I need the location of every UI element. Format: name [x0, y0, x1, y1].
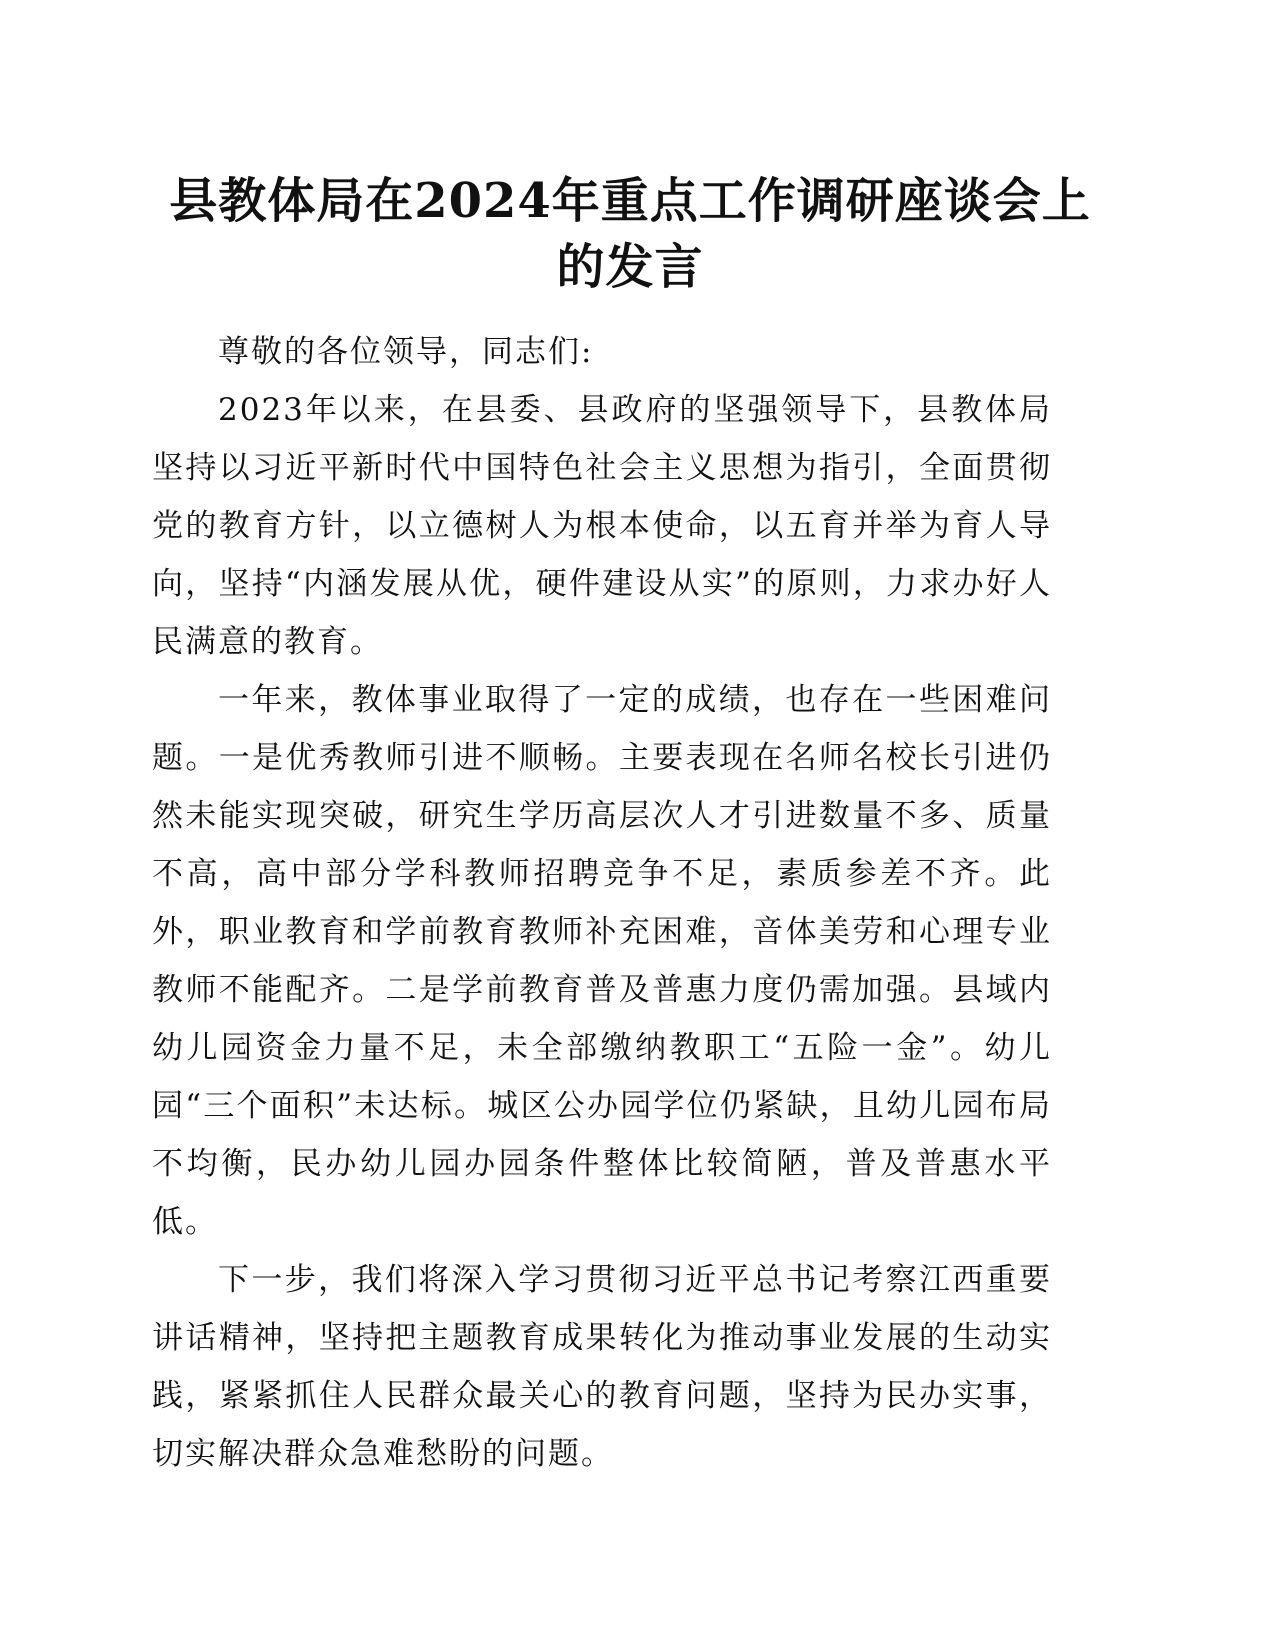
salutation-paragraph: 尊敬的各位领导，同志们:: [218, 334, 594, 370]
intro-paragraph: 2023年以来，在县委、县政府的坚强领导下，县教体局坚持以习近平新时代中国特色社会主义思想为指引，全面贯彻党的教育方针，以立德树人为根本使命，以五育并举为育人导向，坚持“内涵发展从优，硬件建设从实”的原则，力求办好人民满意的教育。: [152, 392, 1052, 660]
document-title: 县教体局在2024年重点工作调研座谈会上的发言: [169, 173, 1091, 295]
next-steps-paragraph: 下一步，我们将深入学习贯彻习近平总书记考察江西重要讲话精神，坚持把主题教育成果转化为推动事业发展的生动实践，紧紧抓住人民群众最关心的教育问题，坚持为民办实事，切实解决群众急难愁盼的问题。: [152, 1262, 1052, 1472]
problems-paragraph: 一年来，教体事业取得了一定的成绩，也存在一些困难问题。一是优秀教师引进不顺畅。主要表现在名师名校长引进仍然未能实现突破，研究生学历高层次人才引进数量不多、质量不高，高中部分学科教师招聘竞争不足，素质参差不齐。此外，职业教育和学前教育教师补充困难，音体美劳和心理专业教师不能配齐。二是学前教育普及普惠力度仍需加强。县域内幼儿园资金力量不足，未全部缴纳教职工“五险一金”。幼儿园“三个面积”未达标。城区公办园学位仍紧缺，且幼儿园布局不均衡，民办幼儿园办园条件整体比较简陋，普及普惠水平低。: [152, 682, 1052, 1240]
document-body: [152, 323, 1052, 1483]
